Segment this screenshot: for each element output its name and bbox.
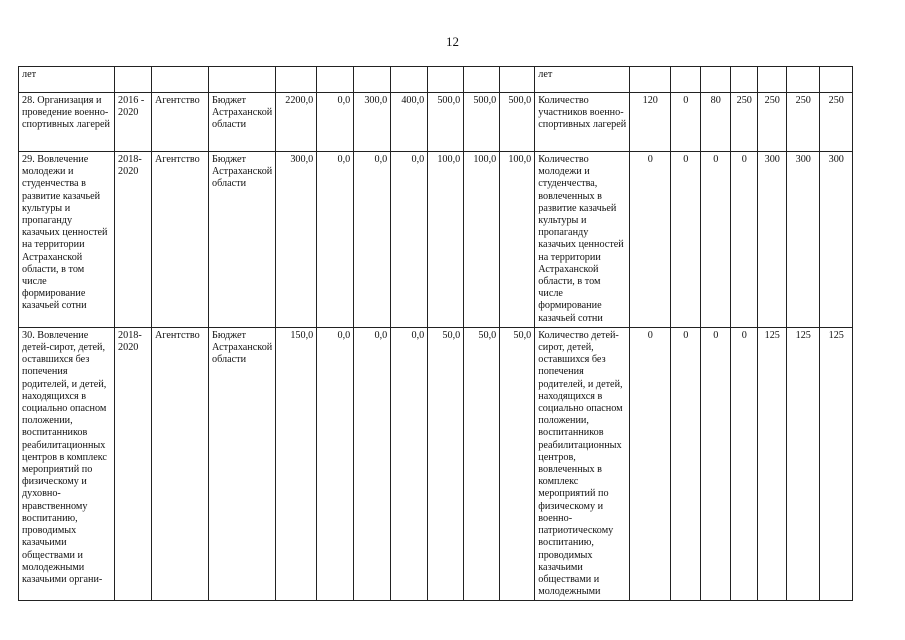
finance-total: 2200,0 [276, 93, 317, 152]
indicator-value: 250 [758, 93, 787, 152]
indicator-value: 250 [820, 93, 853, 152]
finance-year: 500,0 [464, 93, 500, 152]
indicator-value: 125 [758, 327, 787, 600]
header-cell-indicator: лет [535, 67, 630, 93]
indicator-value: 250 [731, 93, 758, 152]
finance-year: 0,0 [354, 152, 391, 328]
finance-year: 0,0 [391, 327, 428, 600]
table-row [19, 152, 853, 328]
indicator-value: 0 [671, 152, 701, 328]
indicator-value: 0 [701, 327, 731, 600]
period: 2018- 2020 [115, 327, 152, 600]
continuation-header-row [19, 67, 853, 93]
table-row [19, 93, 853, 152]
indicator-value: 300 [787, 152, 820, 328]
finance-total: 150,0 [276, 327, 317, 600]
funding-source: Бюджет Астраханской области [209, 327, 276, 600]
finance-year: 50,0 [500, 327, 535, 600]
finance-year: 500,0 [428, 93, 464, 152]
finance-year: 400,0 [391, 93, 428, 152]
finance-year: 0,0 [317, 152, 354, 328]
header-cell-name: лет [19, 67, 115, 93]
indicator-value: 0 [630, 327, 671, 600]
period: 2016 - 2020 [115, 93, 152, 152]
program-table [18, 66, 853, 601]
measure-name: 30. Вовлечение детей-сирот, детей, оставшихся без попечения родителей, и детей, находящихся в социально опасном положении, воспитанников реабилитационных центров в комплекс мероприятий по физическому и духовно-нравственному воспитанию, проводимых казачьими обществами и молодежными казачьими органи- [19, 327, 115, 600]
indicator-value: 250 [787, 93, 820, 152]
finance-total: 300,0 [276, 152, 317, 328]
executor: Агентство [152, 152, 209, 328]
finance-year: 0,0 [317, 327, 354, 600]
indicator-value: 0 [671, 93, 701, 152]
indicator-value: 0 [701, 152, 731, 328]
measure-name: 28. Организация и проведение военно-спортивных лагерей [19, 93, 115, 152]
measure-name: 29. Вовлечение молодежи и студенчества в развитие казачьей культуры и пропаганду казачьих ценностей на территории Астраханской области, в том числе формирование казачьей сотни [19, 152, 115, 328]
executor: Агентство [152, 93, 209, 152]
executor: Агентство [152, 327, 209, 600]
indicator-name: Количество детей-сирот, детей, оставшихся без попечения родителей, и детей, находящихся в социально опасном положении, воспитанников реабилитационных центров, вовлеченных в комплекс мероприятий по физическому и военно-патриотическому воспитанию, проводимых казачьими обществами и молодежными [535, 327, 630, 600]
indicator-value: 300 [758, 152, 787, 328]
finance-year: 100,0 [500, 152, 535, 328]
finance-year: 500,0 [500, 93, 535, 152]
page-number: 12 [446, 34, 459, 49]
indicator-value: 0 [630, 152, 671, 328]
finance-year: 50,0 [428, 327, 464, 600]
funding-source: Бюджет Астраханской области [209, 152, 276, 328]
finance-year: 100,0 [464, 152, 500, 328]
indicator-name: Количество участников военно-спортивных лагерей [535, 93, 630, 152]
indicator-value: 120 [630, 93, 671, 152]
finance-year: 0,0 [391, 152, 428, 328]
finance-year: 50,0 [464, 327, 500, 600]
period: 2018- 2020 [115, 152, 152, 328]
indicator-value: 125 [787, 327, 820, 600]
indicator-name: Количество молодежи и студенчества, вовлеченных в развитие казачьей культуры и пропаганду казачьих ценностей на территории Астраханской области, в том числе формирование казачьей сотни [535, 152, 630, 328]
indicator-value: 0 [731, 327, 758, 600]
finance-year: 100,0 [428, 152, 464, 328]
indicator-value: 125 [820, 327, 853, 600]
indicator-value: 300 [820, 152, 853, 328]
indicator-value: 0 [731, 152, 758, 328]
finance-year: 0,0 [317, 93, 354, 152]
finance-year: 0,0 [354, 327, 391, 600]
finance-year: 300,0 [354, 93, 391, 152]
table-row [19, 327, 853, 600]
funding-source: Бюджет Астраханской области [209, 93, 276, 152]
indicator-value: 80 [701, 93, 731, 152]
indicator-value: 0 [671, 327, 701, 600]
